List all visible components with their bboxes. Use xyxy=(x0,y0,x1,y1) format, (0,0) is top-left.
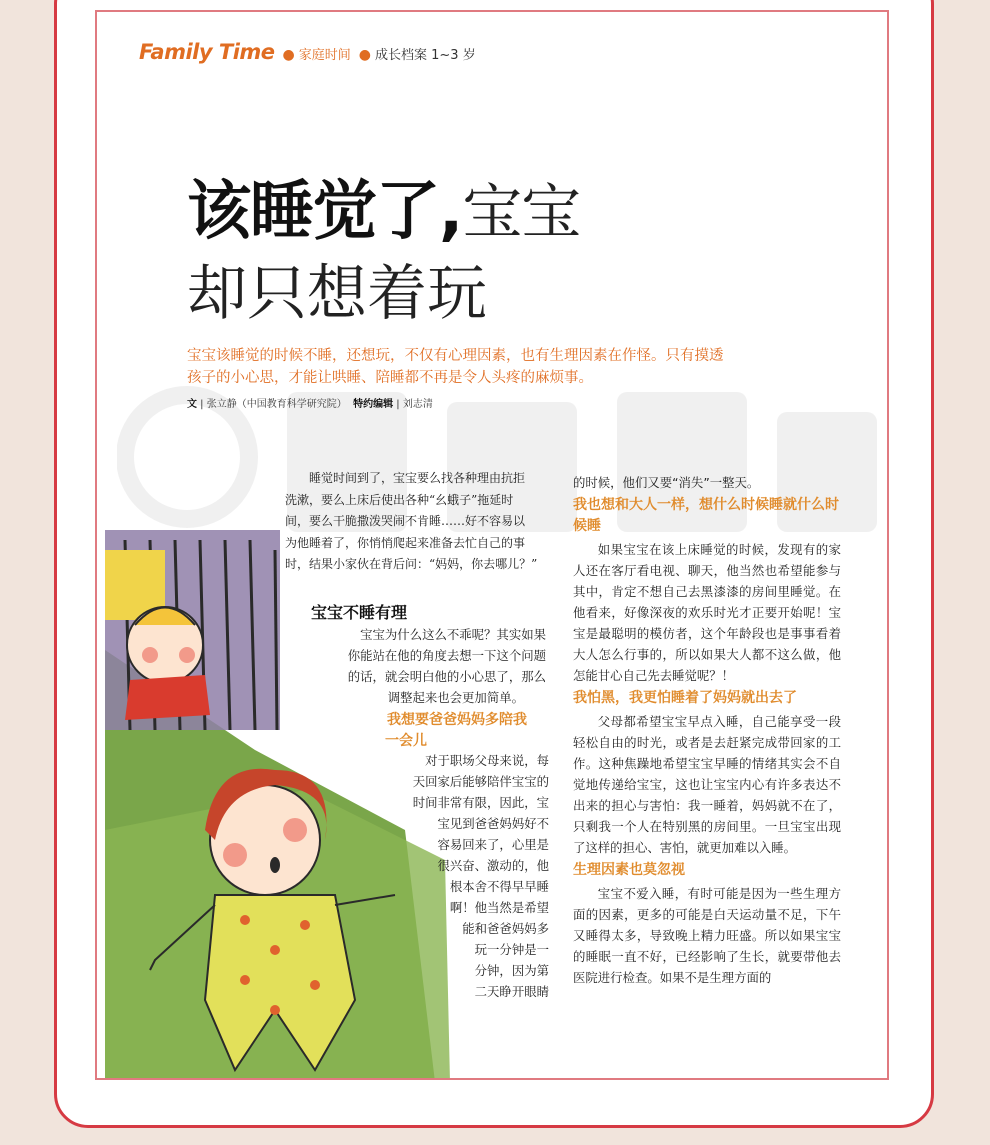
text-line: 容易回来了，心里是 xyxy=(437,837,549,852)
paragraph-2: 如果宝宝在该上床睡觉的时候，发现有的家人还在客厅看电视、聊天，他当然也希望能参与其中，肯定不想自己去黑漆漆的房间里睡觉。在他看来，好像深夜的欢乐时光才正要开始呢！宝宝是最聪明的模仿者，这个年龄段也是事事看着大人怎么行事的，所以如果大人都不这么做，他怎能甘心自己先去睡觉呢？！ xyxy=(573,542,841,683)
paragraph-3: 父母都希望宝宝早点入睡，自己能享受一段轻松自由的时光，或者是去赶紧完成带回家的工作。这种焦躁地希望宝宝早睡的情绪其实会不自觉地传递给宝宝，这也让宝宝内心有许多表达不出来的担心与害怕：我一睡着，妈妈就不在了，只剩我一个人在特别黑的房间里。一旦宝宝出现了这样的担心、害怕，就更加难以入睡。 xyxy=(573,714,841,855)
article-title-line2: 却只想着玩 xyxy=(187,259,487,329)
title-bold: 该睡觉了, xyxy=(187,175,463,249)
byline-editor-label: 特约编辑 xyxy=(353,399,394,410)
text-line: 玩一分钟是一 xyxy=(474,942,549,957)
intro-line: 间，要么干脆撒泼哭闹不肯睡……好不容易以 xyxy=(285,514,526,528)
bullet: ● xyxy=(282,47,295,63)
section-label: 家庭时间 xyxy=(298,48,351,63)
paragraph-4: 宝宝不爱入睡，有时可能是因为一些生理方面的因素，更多的可能是白天运动量不足，下午又睡得太多，导致晚上精力旺盛。所以如果宝宝的睡眠一直不好，已经影响了生长，就要带他去医院进行检查。如果不是生理方面的 xyxy=(573,886,841,985)
intro-line: 为他睡着了，你悄悄爬起来准备去忙自己的事 xyxy=(285,535,526,550)
text-line: 对于职场父母来说，每 xyxy=(425,753,549,768)
sub1-title xyxy=(367,710,547,752)
page-header xyxy=(139,40,476,64)
text-line: 宝宝为什么这么不乖呢？其实如果 xyxy=(360,627,546,642)
text-line: 分钟，因为第 xyxy=(474,963,549,978)
subhead-4: 生理因素也莫忽视 xyxy=(573,862,685,878)
byline-editor: 刘志清 xyxy=(402,399,433,410)
text-line: 你能站在他的角度去想一下这个问题 xyxy=(347,648,546,663)
text-line: 天回家后能够陪伴宝宝的 xyxy=(412,774,549,789)
text-line: 调整起来也会更加简单。 xyxy=(387,690,524,705)
intro-line: 时，结果小家伙在背后问：“妈妈，你去哪儿？” xyxy=(285,557,538,571)
right-column xyxy=(573,472,841,988)
byline-author: 张立静（中国教育科学研究院） xyxy=(206,399,347,410)
intro-line: 洗漱，要么上床后使出各种“幺蛾子”拖延时 xyxy=(285,492,514,507)
section1-paragraph xyxy=(302,624,546,708)
sub1-title-line: 一会儿 xyxy=(385,733,427,749)
text-line: 很兴奋、激动的，他 xyxy=(437,858,549,873)
text-line: 时间非常有限，因此，宝 xyxy=(412,795,549,810)
section1-title: 宝宝不睡有理 xyxy=(311,603,408,622)
brand-title: Family Time xyxy=(139,40,275,64)
subhead-3: 我怕黑，我更怕睡着了妈妈就出去了 xyxy=(573,690,797,706)
continuation-text: 的时候，他们又要“消失”一整天。 xyxy=(573,475,760,490)
byline-wen: 文 xyxy=(187,399,197,410)
text-line: 的话，就会明白他的小心思了，那么 xyxy=(347,669,546,684)
text-line: 根本舍不得早早睡 xyxy=(449,879,549,894)
byline: 文 | 张立静（中国教育科学研究院） 特约编辑 | 刘志清 xyxy=(187,399,433,410)
text-line: 宝见到爸爸妈妈好不 xyxy=(437,816,549,831)
text-line: 啊！他当然是希望 xyxy=(449,900,549,915)
lead-paragraph: 宝宝该睡觉的时候不睡，还想玩，不仅有心理因素，也有生理因素在作怪。只有摸透孩子的小心思，才能让哄睡、陪睡都不再是令人头疼的麻烦事。 xyxy=(187,348,724,386)
magazine-page xyxy=(95,10,889,1080)
article-title-line1 xyxy=(187,174,580,251)
text-line: 能和爸爸妈妈多 xyxy=(462,921,549,936)
bullet: ● xyxy=(358,47,371,63)
intro-line: 睡觉时间到了，宝宝要么找各种理由抗拒 xyxy=(309,471,526,485)
subsection-label: 成长档案 1~3 岁 xyxy=(375,48,476,63)
text-line: 二天睁开眼睛 xyxy=(474,984,549,999)
sub1-title-line: 我想要爸爸妈妈多陪我 xyxy=(387,712,527,728)
sub1-paragraph xyxy=(347,750,549,1002)
title-light: 宝宝 xyxy=(462,178,581,248)
subhead-2: 我也想和大人一样，想什么时候睡就什么时候睡 xyxy=(573,497,839,534)
